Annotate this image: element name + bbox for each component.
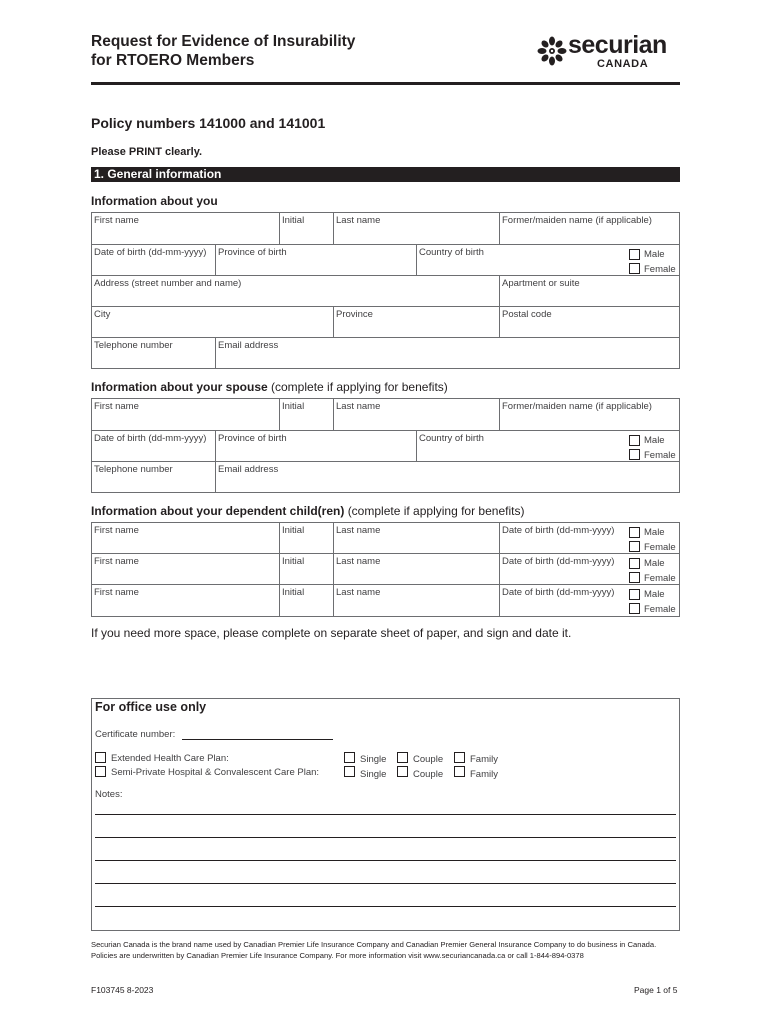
semi-private-plan-checkbox[interactable] (95, 766, 106, 777)
form-title-line1: Request for Evidence of Insurability (91, 33, 356, 50)
child-female-label: Female (644, 573, 676, 584)
child-dob-field[interactable]: Date of birth (dd-mm-yyyy) (500, 523, 680, 554)
children-heading: Information about your dependent child(ren) (91, 504, 345, 518)
section-header-general-information: 1. General information (91, 167, 680, 182)
spouse-female-label: Female (644, 450, 676, 461)
city-field[interactable]: City (92, 307, 334, 338)
child-first-name-field[interactable]: First name (92, 554, 280, 585)
semi-couple-checkbox[interactable] (397, 766, 408, 777)
spouse-female-checkbox[interactable] (629, 449, 640, 460)
child-last-name-field[interactable]: Last name (334, 554, 500, 585)
more-space-note: If you need more space, please complete on separate sheet of paper, and sign and date it. (91, 626, 572, 640)
certificate-number-label: Certificate number: (95, 729, 176, 740)
securian-flower-logo-icon (537, 36, 567, 66)
ehc-family-checkbox[interactable] (454, 752, 465, 763)
spouse-province-of-birth-field[interactable]: Province of birth (216, 431, 417, 462)
province-of-birth-field[interactable]: Province of birth (216, 245, 417, 276)
child-last-name-field[interactable]: Last name (334, 585, 500, 617)
child-female-label: Female (644, 542, 676, 553)
child-female-checkbox[interactable] (629, 572, 640, 583)
children-table (91, 522, 680, 617)
child-male-label: Male (644, 558, 665, 569)
spouse-telephone-field[interactable]: Telephone number (92, 462, 216, 493)
spouse-last-name-field[interactable]: Last name (334, 399, 500, 431)
province-field[interactable]: Province (334, 307, 500, 338)
semi-private-plan-label: Semi-Private Hospital & Convalescent Care Plan: (111, 767, 320, 778)
female-label: Female (644, 264, 676, 275)
spouse-table (91, 398, 680, 493)
semi-family-label: Family (470, 769, 498, 780)
logo-subtitle: CANADA (597, 58, 649, 70)
office-use-title: For office use only (95, 700, 207, 714)
spouse-email-field[interactable]: Email address (216, 462, 680, 493)
child-first-name-field[interactable]: First name (92, 523, 280, 554)
subheading-children (91, 504, 524, 518)
ehc-plan-label: Extended Health Care Plan: (111, 753, 229, 764)
ehc-couple-label: Couple (413, 754, 444, 765)
initial-field[interactable]: Initial (280, 213, 334, 245)
child-male-checkbox[interactable] (629, 527, 640, 538)
subheading-about-you: Information about you (91, 194, 218, 208)
policy-numbers: Policy numbers 141000 and 141001 (91, 115, 326, 131)
ehc-couple-checkbox[interactable] (397, 752, 408, 763)
spouse-male-label: Male (644, 435, 665, 446)
ehc-family-label: Family (470, 754, 498, 765)
female-checkbox[interactable] (629, 263, 640, 274)
page-number: Page 1 of 5 (634, 985, 678, 995)
header-divider (91, 82, 680, 85)
notes-line[interactable] (95, 860, 676, 861)
child-dob-field[interactable]: Date of birth (dd-mm-yyyy) (500, 554, 680, 585)
securian-logo (537, 31, 683, 74)
logo-wordmark: securian (568, 31, 667, 59)
male-checkbox[interactable] (629, 249, 640, 260)
form-number: F103745 8-2023 (91, 985, 154, 995)
ehc-single-checkbox[interactable] (344, 752, 355, 763)
subheading-spouse (91, 380, 448, 394)
former-name-field[interactable]: Former/maiden name (if applicable) (500, 213, 680, 245)
notes-label: Notes: (95, 789, 123, 800)
form-title (91, 32, 355, 70)
ehc-single-label: Single (360, 754, 387, 765)
ehc-plan-checkbox[interactable] (95, 752, 106, 763)
address-field[interactable]: Address (street number and name) (92, 276, 500, 307)
notes-line[interactable] (95, 906, 676, 907)
child-initial-field[interactable]: Initial (280, 554, 334, 585)
spouse-note: (complete if applying for benefits) (271, 380, 448, 394)
semi-couple-label: Couple (413, 769, 444, 780)
about-you-table (91, 212, 680, 369)
child-male-label: Male (644, 589, 665, 600)
spouse-heading: Information about your spouse (91, 380, 268, 394)
spouse-initial-field[interactable]: Initial (280, 399, 334, 431)
country-of-birth-field[interactable]: Country of birth (417, 245, 680, 276)
postal-code-field[interactable]: Postal code (500, 307, 680, 338)
child-last-name-field[interactable]: Last name (334, 523, 500, 554)
spouse-country-of-birth-field[interactable]: Country of birth (417, 431, 680, 462)
semi-single-checkbox[interactable] (344, 766, 355, 777)
child-male-checkbox[interactable] (629, 558, 640, 569)
notes-line[interactable] (95, 814, 676, 815)
form-title-line2: for RTOERO Members (91, 52, 255, 69)
footer-disclaimer: Securian Canada is the brand name used by Canadian Premier Life Insurance Company and Canadian Premier General Insurance Company to do business in Canada. Policies are underwritten by Canadian Premier Life Insurance Company. For more information visit www.securiancanada.ca or call 1-844-894-0378 (91, 940, 657, 960)
child-female-checkbox[interactable] (629, 603, 640, 614)
child-initial-field[interactable]: Initial (280, 523, 334, 554)
semi-family-checkbox[interactable] (454, 766, 465, 777)
child-male-checkbox[interactable] (629, 589, 640, 600)
spouse-first-name-field[interactable]: First name (92, 399, 280, 431)
last-name-field[interactable]: Last name (334, 213, 500, 245)
email-field[interactable]: Email address (216, 338, 680, 369)
dob-field[interactable]: Date of birth (dd-mm-yyyy) (92, 245, 216, 276)
first-name-field[interactable]: First name (92, 213, 280, 245)
child-female-checkbox[interactable] (629, 541, 640, 552)
child-dob-field[interactable]: Date of birth (dd-mm-yyyy) (500, 585, 680, 617)
child-male-label: Male (644, 527, 665, 538)
print-instruction: Please PRINT clearly. (91, 146, 203, 158)
male-label: Male (644, 249, 665, 260)
apartment-field[interactable]: Apartment or suite (500, 276, 680, 307)
child-female-label: Female (644, 604, 676, 615)
child-initial-field[interactable]: Initial (280, 585, 334, 617)
child-first-name-field[interactable]: First name (92, 585, 280, 617)
certificate-number-input[interactable] (182, 739, 333, 740)
telephone-field[interactable]: Telephone number (92, 338, 216, 369)
spouse-former-name-field[interactable]: Former/maiden name (if applicable) (500, 399, 680, 431)
notes-line[interactable] (95, 837, 676, 838)
spouse-male-checkbox[interactable] (629, 435, 640, 446)
children-note: (complete if applying for benefits) (347, 504, 525, 518)
semi-single-label: Single (360, 769, 387, 780)
spouse-dob-field[interactable]: Date of birth (dd-mm-yyyy) (92, 431, 216, 462)
notes-line[interactable] (95, 883, 676, 884)
